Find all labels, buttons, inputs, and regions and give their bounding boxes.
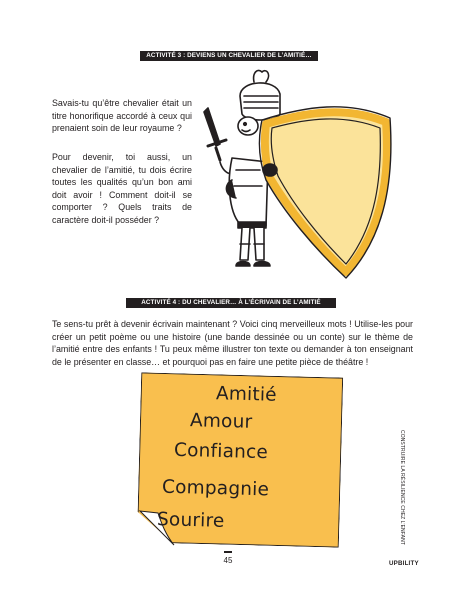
page-number: 45 (223, 556, 233, 565)
activity3-paragraph-2: Pour devenir, toi aussi, un chevalier de l’amitié, tu dois écrire toutes les qualités qu’un bon ami doit avoir ! Comment doit-il se comporter ? Quels traits de caractère doit-il posséder ? (52, 152, 192, 225)
page-number-divider (224, 551, 232, 553)
activity4-title: ACTIVITÉ 4 : DU CHEVALIER… À L’ÉCRIVAIN DE L’AMITIÉ (126, 298, 336, 308)
activity3-paragraph-1: Savais-tu qu’être chevalier était un titre honorifique accordé à ceux qui prenaient soin de leur royaume ? (52, 98, 192, 134)
word-item: Confiance (173, 439, 269, 464)
word-item: Amour (189, 410, 253, 433)
brand-name: UPBILITY (389, 560, 419, 567)
activity3-title: ACTIVITÉ 3 : DEVIENS UN CHEVALIER DE L’AMITIÉ… (140, 51, 318, 61)
word-item: Compagnie (161, 476, 270, 501)
word-item: Amitié (215, 383, 278, 406)
activity4-paragraph: Te sens-tu prêt à devenir écrivain maintenant ? Voici cinq merveilleux mots ! Utilise-les pour créer un petit poème ou une histoire (une bande dessinée ou un conte) sur le thème de l’amitié entre des enfants ! Tu peux même illustrer ton texte ou demander à ton enseignant de le présenter en classe… et pourquoi pas en faire une petite pièce de théâtre ! (52, 319, 413, 367)
word-item: Sourire (156, 509, 225, 532)
knight-with-shield-icon (196, 66, 392, 290)
side-caption: CONSTRUIRE LA RÉSILIENCE CHEZ L’ENFANT (399, 430, 405, 545)
